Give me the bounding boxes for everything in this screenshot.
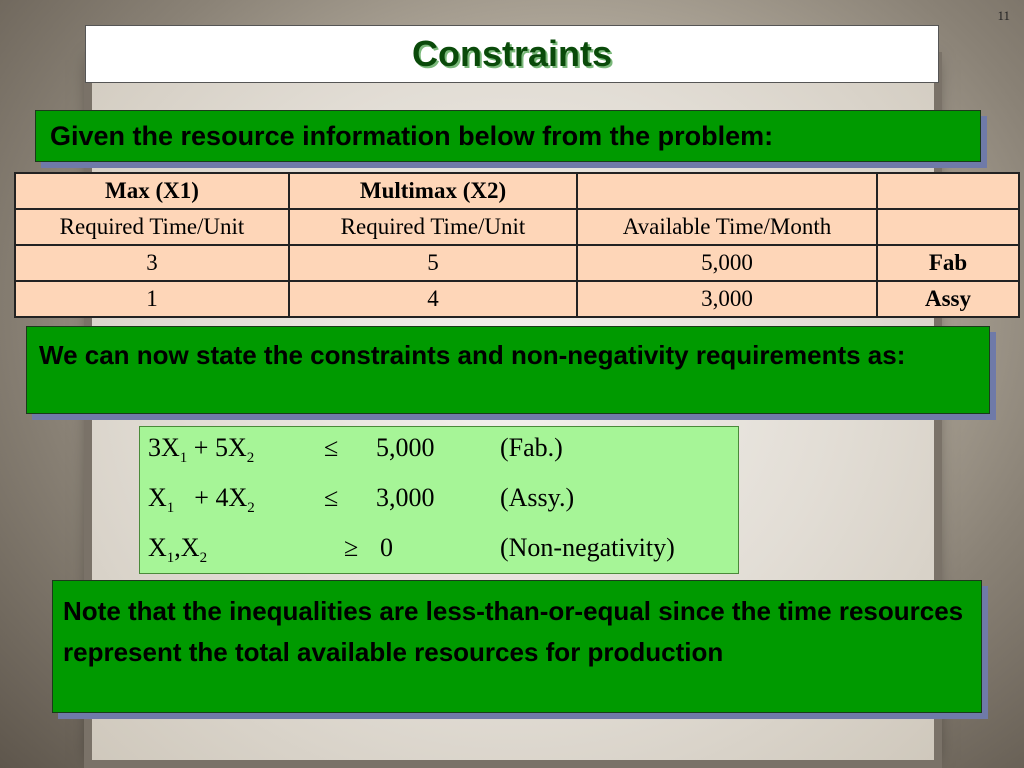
eq-subscript: 1: [166, 550, 175, 567]
eq-rhs: 0: [380, 533, 393, 562]
table-row: [15, 281, 1019, 317]
eq-subscript: 1: [166, 500, 175, 517]
eq-term: 3X: [148, 433, 180, 462]
statement-text: We can now state the constraints and non-negativity requirements as:: [39, 340, 906, 370]
table-cell: Required Time/Unit: [289, 209, 577, 245]
eq-subscript: 2: [247, 500, 255, 517]
table-cell: 5,000: [577, 245, 877, 281]
intro-box: [35, 110, 981, 162]
table-cell: Max (X1): [15, 173, 289, 209]
slide-number: 11: [997, 8, 1010, 23]
table-cell: [877, 173, 1019, 209]
eq-term: + 4X: [194, 483, 248, 512]
table-cell: Multimax (X2): [289, 173, 577, 209]
eq-term: + 5X: [187, 433, 247, 462]
eq-rhs: 3,000: [376, 483, 435, 512]
table-cell: 3,000: [577, 281, 877, 317]
intro-text: Given the resource information below from the problem:: [50, 121, 774, 151]
eq-relation: ≤: [324, 483, 339, 512]
eq-subscript: 1: [179, 450, 188, 467]
eq-relation: ≤: [324, 433, 339, 462]
table-cell: Required Time/Unit: [15, 209, 289, 245]
eq-label: (Fab.): [500, 433, 563, 462]
eq-subscript: 2: [246, 450, 255, 467]
title-box: [85, 25, 939, 83]
eq-rhs: 5,000: [376, 433, 435, 462]
table-row: [15, 209, 1019, 245]
table-cell: [577, 173, 877, 209]
note-box: [52, 580, 982, 713]
table-cell: Assy: [877, 281, 1019, 317]
eq-subscript: 2: [199, 550, 208, 567]
table-cell: Fab: [877, 245, 1019, 281]
equations-box: [139, 426, 739, 574]
table-row: [15, 245, 1019, 281]
table-cell: 1: [15, 281, 289, 317]
eq-label: (Non-negativity): [500, 533, 675, 562]
table-cell: 3: [15, 245, 289, 281]
table-cell: [877, 209, 1019, 245]
table-cell: Available Time/Month: [577, 209, 877, 245]
eq-term: X: [148, 483, 167, 512]
resource-table: [14, 172, 1020, 318]
slide-title: Constraints: [411, 33, 613, 74]
eq-term: X: [148, 533, 167, 562]
table-cell: 5: [289, 245, 577, 281]
table-cell: 4: [289, 281, 577, 317]
eq-label: (Assy.): [500, 483, 575, 512]
statement-box: [26, 326, 990, 414]
eq-relation: ≥: [344, 533, 359, 562]
table-row: [15, 173, 1019, 209]
eq-term: ,X: [174, 533, 200, 562]
note-text: Note that the inequalities are less-than-or-equal since the time resources represent the total available resources for production: [63, 596, 964, 667]
